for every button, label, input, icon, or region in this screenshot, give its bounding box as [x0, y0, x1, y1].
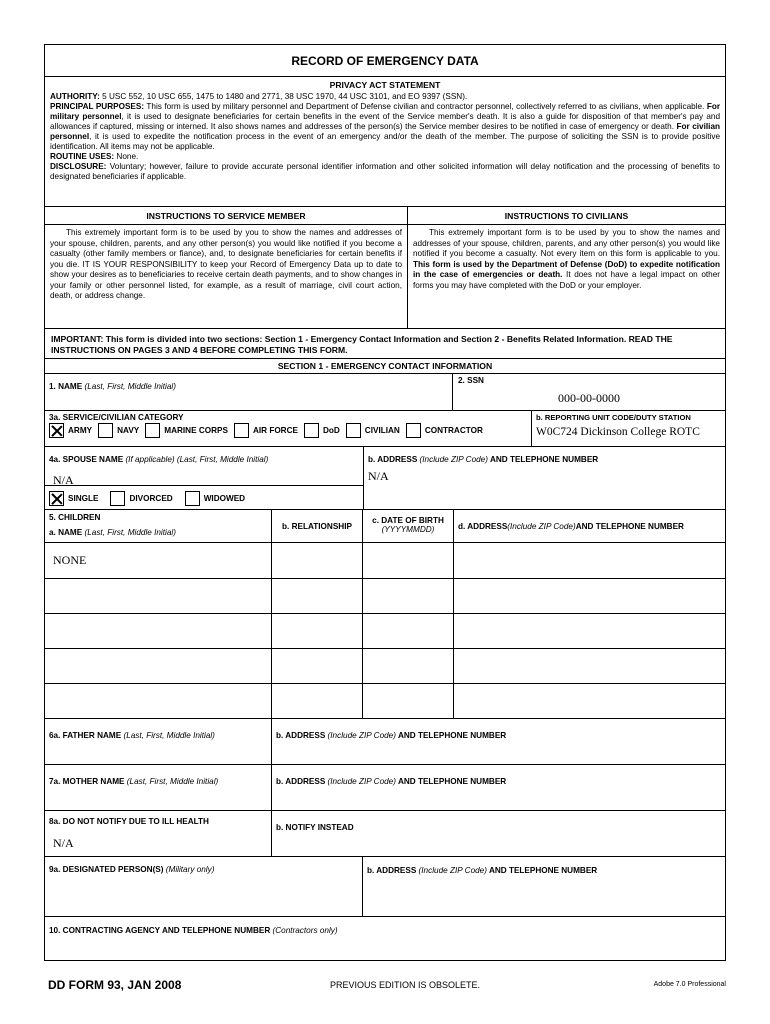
children-value[interactable]: NONE	[53, 553, 87, 567]
disclosure-label: DISCLOSURE:	[50, 162, 107, 171]
children-address-header: d. ADDRESS (Include ZIP Code) AND TELEPHONE NUMBER	[453, 510, 725, 543]
ill-health-row	[45, 811, 725, 857]
ssn-field[interactable]	[452, 374, 725, 410]
category-label: 3a. SERVICE/CIVILIAN CATEGORY	[49, 413, 184, 422]
father-address-field[interactable]: b. ADDRESS (Include ZIP Code) AND TELEPHONE NUMBER	[271, 719, 725, 764]
disclosure-text: Voluntary; however, failure to provide accurate personal identifier information and other solicited information will delay notification and the processing of benefits to designated beneficiaries if applicable.	[50, 162, 720, 181]
category-option-army[interactable]: ARMY	[49, 423, 92, 438]
name-field[interactable]	[49, 376, 176, 410]
form-title: RECORD OF EMERGENCY DATA	[45, 45, 725, 77]
children-label: 5. CHILDREN	[49, 513, 101, 522]
purposes-text: , it is used to designate beneficiaries for certain benefits in the event of the Service member's death. It is also a guide for disposition of that member's pay and allowances if captured, missing or interned. It also shows names and addresses of the person(s) the Service member desires to be notified in case of emergency or death.	[50, 112, 721, 131]
purposes-paragraph	[50, 102, 720, 152]
purposes-text: This form is used by military personnel and Department of Defense civilian and contractor personnel, collectively referred to as civilians, when applicable.	[144, 102, 707, 111]
ill-health-value: N/A	[53, 836, 74, 850]
status-option-single[interactable]: SINGLE	[49, 491, 98, 506]
purposes-civilian-label: For civilian personnel	[50, 122, 720, 141]
marital-status	[45, 485, 363, 510]
widowed-checkbox[interactable]	[185, 491, 200, 506]
software-note: Adobe 7.0 Professional	[653, 981, 726, 988]
privacy-act-statement	[45, 77, 725, 207]
notify-instead-field[interactable]	[271, 811, 725, 856]
navy-checkbox[interactable]	[98, 423, 113, 438]
instructions-section	[45, 207, 725, 329]
category-row	[45, 411, 725, 447]
civilian-text: This extremely important form is to be used by you to show the names and addresses of your spouse, children, parents, and any other person(s) you would like notified if you become a casualty. Not every item on this form is applicable to you.	[413, 228, 720, 258]
children-dob-header: c. DATE OF BIRTH (YYYYMMDD)	[362, 510, 453, 543]
authority-label: AUTHORITY:	[50, 92, 100, 101]
spouse-address-value: N/A	[368, 469, 389, 483]
spouse-address-field[interactable]: b. ADDRESS (Include ZIP Code) AND TELEPHONE NUMBER N/A	[363, 447, 725, 509]
name-label: 1. NAME	[49, 382, 83, 391]
spouse-address-label: b. ADDRESS	[368, 455, 418, 464]
designated-label: 9a. DESIGNATED PERSON(S)	[49, 865, 164, 874]
purposes-text: , it is used to expedite the notification process in the event of an emergency and/or the death of the member. The purpose of soliciting the SSN is to provide positive identification. All items may not be applicable.	[50, 132, 720, 151]
service-member-instructions	[45, 207, 408, 328]
mother-label: 7a. MOTHER NAME	[49, 777, 125, 786]
disclosure-paragraph	[50, 162, 720, 182]
ill-health-label: 8a. DO NOT NOTIFY DUE TO ILL HEALTH	[49, 817, 209, 826]
marine-corps-checkbox[interactable]	[145, 423, 160, 438]
emergency-data-form	[44, 44, 726, 961]
form-footer	[48, 978, 728, 998]
children-relationship-header: b. RELATIONSHIP	[271, 510, 362, 543]
previous-edition-note: PREVIOUS EDITION IS OBSOLETE.	[330, 980, 481, 990]
routine-uses-paragraph	[50, 152, 720, 162]
form-id: DD FORM 93, JAN 2008	[48, 978, 182, 992]
status-option-divorced[interactable]: DIVORCED	[110, 491, 172, 506]
service-instructions-heading: INSTRUCTIONS TO SERVICE MEMBER	[45, 207, 407, 225]
single-checkbox[interactable]	[49, 491, 64, 506]
category-option-dod[interactable]: DoD	[304, 423, 340, 438]
civilian-instructions	[408, 207, 725, 328]
army-checkbox[interactable]	[49, 423, 64, 438]
spouse-label: 4a. SPOUSE NAME	[49, 455, 124, 464]
ssn-value: 000-00-0000	[558, 391, 620, 405]
privacy-heading: PRIVACY ACT STATEMENT	[329, 80, 441, 90]
father-row	[45, 719, 725, 765]
service-instructions-body: This extremely important form is to be used by you to show the names and addresses of your spouse, children, parents, and any other person(s) you would like notified if you become a casualty (other family members or fiance), and, to designate beneficiaries for certain benefits if you die. IT IS YOUR RESPONSIBILITY to keep your Record of Emergency Data up to date to show your desires as to beneficiaries to receive certain death payments, and to show changes in your family or other personnel listed, for example, as a result of marriage, civil court action, death, or address change.	[50, 228, 402, 300]
category-option-contractor[interactable]: CONTRACTOR	[406, 423, 483, 438]
civilian-text: It does not have a legal impact on other forms you may have completed with the DoD or your employer.	[413, 270, 720, 290]
contracting-row	[45, 917, 725, 960]
purposes-label: PRINCIPAL PURPOSES:	[50, 102, 145, 111]
civilian-instructions-body	[413, 228, 720, 291]
contracting-label: 10. CONTRACTING AGENCY AND TELEPHONE NUMBER	[49, 926, 271, 935]
category-options	[49, 423, 529, 438]
divorced-checkbox[interactable]	[110, 491, 125, 506]
authority-text: 5 USC 552, 10 USC 655, 1475 to 1480 and 2771, 38 USC 1970, 44 USC 3101, and EO 9397 (SSN).	[99, 92, 468, 101]
designated-row	[45, 857, 725, 917]
category-option-civilian[interactable]: CIVILIAN	[346, 423, 400, 438]
status-option-widowed[interactable]: WIDOWED	[185, 491, 245, 506]
category-option-marine-corps[interactable]: MARINE CORPS	[145, 423, 228, 438]
section1-heading: SECTION 1 - EMERGENCY CONTACT INFORMATION	[45, 359, 725, 374]
designated-person-field[interactable]: 9a. DESIGNATED PERSON(S) (Military only)	[49, 865, 215, 874]
mother-address-field[interactable]: b. ADDRESS (Include ZIP Code) AND TELEPHONE NUMBER	[271, 765, 725, 810]
civilian-text-bold: This form is used by the Department of Defense (DoD) to expedite notification in the case of emergencies or death.	[413, 259, 720, 279]
ill-health-field[interactable]	[49, 817, 209, 856]
dod-checkbox[interactable]	[304, 423, 319, 438]
mother-name-field[interactable]: 7a. MOTHER NAME (Last, First, Middle Initial)	[49, 777, 219, 786]
unit-value: W0C724 Dickinson College ROTC	[536, 426, 700, 438]
category-field	[49, 413, 529, 446]
spouse-row	[45, 447, 725, 510]
civilian-checkbox[interactable]	[346, 423, 361, 438]
category-option-navy[interactable]: NAVY	[98, 423, 139, 438]
children-row	[45, 510, 725, 719]
name-hint: (Last, First, Middle Initial)	[82, 382, 176, 391]
authority-paragraph	[50, 92, 720, 102]
notify-instead-label: b. NOTIFY INSTEAD	[276, 823, 354, 832]
children-table	[45, 543, 725, 718]
purposes-military-label: For military personnel	[50, 102, 721, 121]
important-notice: IMPORTANT: This form is divided into two sections: Section 1 - Emergency Contact Information and Section 2 - Benefits Related Information. READ THE INSTRUCTIONS ON PAGES 3 AND 4 BEFORE COMPLETING THIS FORM.	[45, 329, 725, 359]
spouse-value: N/A	[53, 473, 74, 487]
ssn-label: 2. SSN	[458, 376, 484, 385]
spouse-hint: (If applicable) (Last, First, Middle Initial)	[123, 455, 269, 464]
contractor-checkbox[interactable]	[406, 423, 421, 438]
category-option-air-force[interactable]: AIR FORCE	[234, 423, 298, 438]
mother-row	[45, 765, 725, 811]
designated-address-field[interactable]: b. ADDRESS (Include ZIP Code) AND TELEPHONE NUMBER	[362, 857, 725, 916]
routine-label: ROUTINE USES:	[50, 152, 115, 161]
father-name-field[interactable]: 6a. FATHER NAME (Last, First, Middle Initial)	[49, 731, 215, 740]
air-force-checkbox[interactable]	[234, 423, 249, 438]
routine-text: None.	[114, 152, 139, 161]
unit-label: b. REPORTING UNIT CODE/DUTY STATION	[536, 413, 691, 422]
name-ssn-row	[45, 374, 725, 411]
father-label: 6a. FATHER NAME	[49, 731, 122, 740]
children-name-header: 5. CHILDREN a. NAME (Last, First, Middle Initial)	[45, 510, 271, 543]
contracting-agency-field[interactable]: 10. CONTRACTING AGENCY AND TELEPHONE NUMBER (Contractors only)	[49, 926, 338, 935]
civilian-instructions-heading: INSTRUCTIONS TO CIVILIANS	[408, 207, 725, 225]
unit-field[interactable]	[531, 411, 725, 446]
